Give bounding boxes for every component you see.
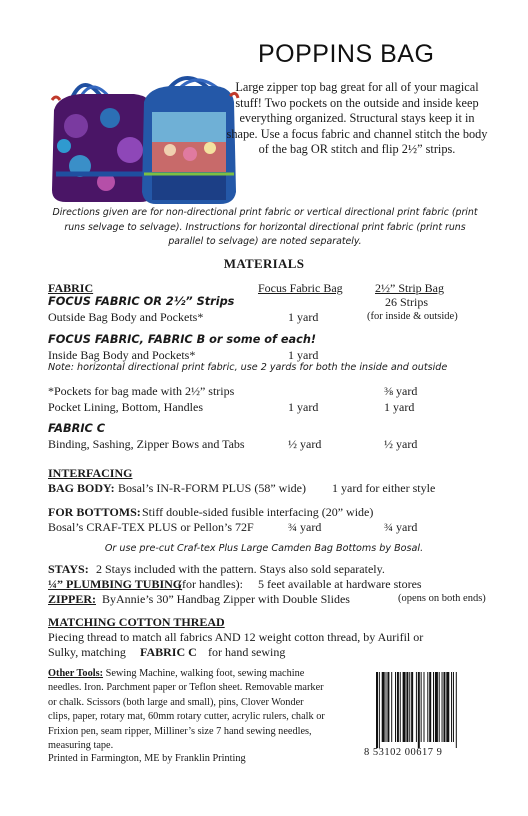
- barcode-bar: [386, 672, 387, 742]
- focus-strips-row: [48, 294, 488, 310]
- stays-label: STAYS:: [48, 562, 89, 576]
- barcode-number: 8 53102 00617 9: [364, 747, 443, 758]
- barcode-bar: [391, 672, 392, 742]
- printed-credit: Printed in Farmington, ME by Franklin Printing: [48, 753, 246, 764]
- bottoms-row: [48, 504, 488, 520]
- zipper-row: [48, 591, 488, 607]
- barcode-bar: [379, 672, 380, 748]
- pockets-strip: ⅜ yard: [384, 384, 418, 398]
- horizontal-note: Note: horizontal directional print fabric, use 2 yards for both the inside and outside: [48, 362, 448, 373]
- zipper-paren: (opens on both ends): [398, 593, 486, 604]
- tools-text: Sewing Machine, walking foot, sewing machine needles. Iron. Parchment paper or Teflon sheet. Removable marker or chalk. Scissors (both large and small), pins, Clover Wonder clips, paper, rotary mat, 60mm rotary cutter, acrylic rulers, chalk or Frixion pen, seam ripper, Milliner’s size 7 hand sewing needles, measuring tape.: [48, 668, 325, 752]
- tools-label: Other Tools:: [48, 668, 104, 679]
- stays-text: 2 Stays included with the pattern. Stays also sold separately.: [96, 562, 385, 576]
- thread-line2-bold: FABRIC C: [140, 645, 197, 659]
- barcode-bar: [421, 672, 422, 742]
- barcode-bar: [409, 672, 410, 742]
- binding-label: Binding, Sashing, Zipper Bows and Tabs: [48, 437, 245, 451]
- stays-row: [48, 561, 488, 577]
- barcode-bar: [416, 672, 417, 742]
- tubing-paren: (for handles):: [178, 577, 243, 591]
- craftex-strip: ¾ yard: [384, 520, 418, 534]
- barcode-bar: [456, 672, 457, 748]
- binding-row: [48, 436, 488, 452]
- bag-body-text: Bosal’s IN-R-FORM PLUS (58” wide): [118, 481, 306, 495]
- bottoms-text: Stiff double-sided fusible interfacing (20” wide): [142, 505, 374, 519]
- tubing-text: 5 feet available at hardware stores: [258, 577, 422, 591]
- craftex-focus: ¾ yard: [288, 520, 322, 534]
- precut-note: Or use pre-cut Craf-tex Plus Large Camden Bag Bottoms by Bosal.: [104, 543, 424, 554]
- barcode-bar: [451, 672, 452, 742]
- lining-row: [48, 399, 488, 415]
- barcode-bar: [400, 672, 401, 742]
- thread-header-row: [48, 614, 488, 630]
- inside-focus: 1 yard: [288, 348, 319, 362]
- barcode: [372, 672, 484, 748]
- barcode-bar: [387, 672, 389, 742]
- materials-heading: MATERIALS: [223, 256, 305, 271]
- bag-photo: [40, 70, 240, 210]
- binding-focus: ½ yard: [288, 437, 322, 451]
- craftex-label: Bosal’s CRAF-TEX PLUS or Pellon’s 72F: [48, 520, 254, 534]
- thread-line1: Piecing thread to match all fabrics AND 12 weight cotton thread, by Aurifil or: [48, 630, 424, 644]
- zipper-label: ZIPPER:: [48, 592, 96, 606]
- barcode-bar: [429, 672, 431, 742]
- outside-focus: 1 yard: [288, 310, 319, 324]
- barcode-bar: [411, 672, 413, 742]
- thread-line2-row: [48, 644, 488, 660]
- binding-strip: ½ yard: [384, 437, 418, 451]
- barcode-bar: [442, 672, 443, 742]
- lining-focus: 1 yard: [288, 400, 319, 414]
- horizontal-note-row: [48, 360, 488, 376]
- barcode-bar: [424, 672, 425, 742]
- precut-note-row: [0, 538, 528, 556]
- bag-body-label: BAG BODY:: [48, 481, 115, 495]
- col-focus-header: Focus Fabric Bag: [258, 281, 343, 295]
- thread-header: MATCHING COTTON THREAD: [48, 615, 225, 629]
- col-strip-header: 2½” Strip Bag: [375, 281, 444, 295]
- focus-strips-heading: FOCUS FABRIC OR 2½” Strips: [48, 295, 235, 308]
- barcode-bar: [382, 672, 385, 742]
- tubing-label: ¼” PLUMBING TUBING: [48, 577, 183, 591]
- outside-row: [48, 309, 488, 325]
- thread-line2-post: for hand sewing: [208, 645, 286, 659]
- fabric-b-heading: FOCUS FABRIC, FABRIC B or some of each!: [48, 333, 317, 346]
- bottoms-label: FOR BOTTOMS:: [48, 505, 141, 519]
- barcode-bar: [395, 672, 396, 742]
- barcode-bar: [403, 672, 406, 742]
- fabric-c-heading: FABRIC C: [48, 422, 106, 435]
- outside-label: Outside Bag Body and Pockets*: [48, 310, 204, 324]
- bag-body-amount: 1 yard for either style: [332, 481, 436, 495]
- barcode-bar: [397, 672, 399, 742]
- barcode-bar: [439, 672, 440, 742]
- barcode-bar: [406, 672, 408, 742]
- interfacing-header-row: [48, 465, 488, 481]
- inside-label: Inside Bag Body and Pockets*: [48, 348, 196, 362]
- tubing-row: [48, 576, 488, 592]
- directions-note: Directions given are for non-directional print fabric or vertical directional print fabric (print runs selvage to selvage). Instructions for horizontal directional print fabric (print runs parallel to selvage) are noted separately.: [52, 207, 478, 248]
- fabric-b-row: [48, 332, 488, 348]
- bag-body-row: [48, 480, 488, 496]
- strips-count: 26 Strips: [385, 295, 429, 309]
- fabric-header: FABRIC: [48, 281, 94, 295]
- fabric-c-row: [48, 421, 488, 437]
- zipper-text: ByAnnie’s 30” Handbag Zipper with Double Slides: [102, 592, 350, 606]
- barcode-bar: [435, 672, 438, 742]
- barcode-bar: [427, 672, 428, 742]
- thread-line2-pre: Sulky, matching: [48, 645, 126, 659]
- barcode-bar: [433, 672, 434, 742]
- thread-line1-row: [48, 629, 488, 645]
- craftex-row: [48, 519, 488, 535]
- interfacing-header: INTERFACING: [48, 466, 133, 480]
- barcode-bar: [376, 672, 378, 748]
- pockets-row: [48, 383, 488, 399]
- barcode-bar: [418, 672, 420, 748]
- barcode-bar: [443, 672, 445, 742]
- lining-strip: 1 yard: [384, 400, 415, 414]
- intro-text: Large zipper top bag great for all of your magical stuff! Two pockets on the outside and inside keep everything organized. Structural stays keep it in shape. Use a focus fabric and channel stitch the body of the bag OR stitch and flip 2½” strips.: [226, 80, 488, 157]
- pockets-note: *Pockets for bag made with 2½” strips: [48, 384, 235, 398]
- outside-strip: (for inside & outside): [367, 311, 458, 322]
- barcode-bar: [453, 672, 454, 742]
- page-title: POPPINS BAG: [258, 40, 435, 68]
- lining-label: Pocket Lining, Bottom, Handles: [48, 400, 203, 414]
- barcode-bar: [446, 672, 449, 742]
- other-tools: [48, 667, 326, 753]
